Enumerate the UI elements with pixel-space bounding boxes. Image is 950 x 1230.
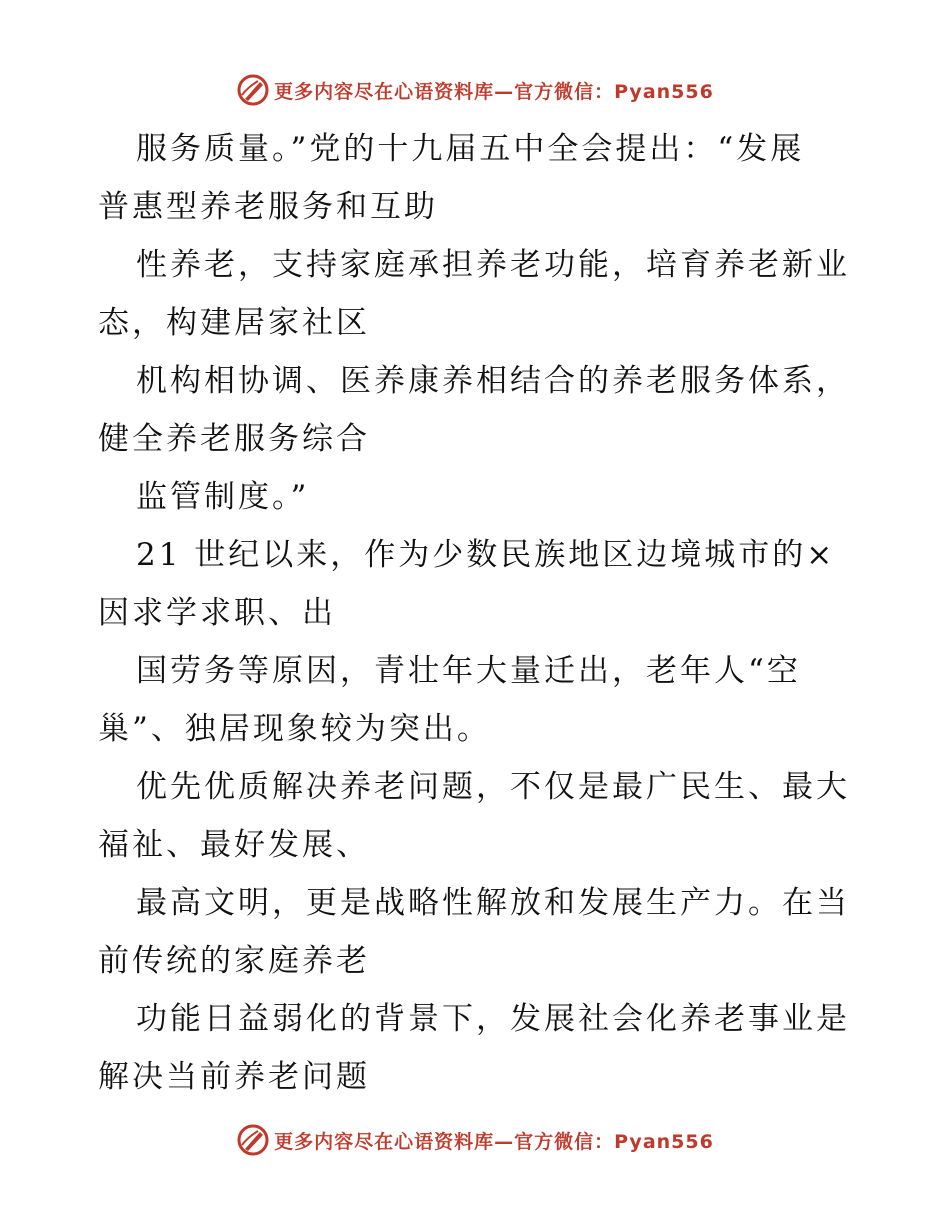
text-line: 普惠型养老服务和互助 [98,189,438,225]
text-line: 巢”、独居现象较为突出。 [98,711,491,747]
text-line: 性养老，支持家庭承担养老功能，培育养老新业 [136,247,850,283]
header-banner [0,70,950,110]
text-line: 国劳务等原因，青壮年大量迁出，老年人“空 [136,653,801,689]
text-line: 福祉、最好发展、 [98,827,370,863]
text-line: 健全养老服务综合 [98,421,370,457]
text-line: 因求学求职、出 [98,595,336,631]
text-line: 最高文明，更是战略性解放和发展生产力。在当 [136,885,850,921]
text-line: 21 世纪以来，作为少数民族地区边境城市的× [136,537,836,573]
text-line: 功能日益弱化的背景下，发展社会化养老事业是 [136,1001,850,1037]
text-line: 机构相协调、医养康养相结合的养老服务体系， [136,363,850,399]
text-line: 前传统的家庭养老 [98,943,370,979]
text-line: 解决当前养老问题 [98,1059,370,1095]
document-body [98,120,858,1106]
quill-logo-icon [236,73,270,107]
text-line: 优先优质解决养老问题，不仅是最广民生、最大 [136,769,850,805]
text-line: 服务质量。”党的十九届五中全会提出：“发展 [136,131,805,167]
footer-banner [0,1120,950,1160]
text-line: 监管制度。” [136,479,310,515]
header-banner-text: 更多内容尽在心语资料库—官方微信：Pyan556 [274,80,714,103]
footer-banner-text: 更多内容尽在心语资料库—官方微信：Pyan556 [274,1130,714,1153]
quill-logo-icon [236,1123,270,1157]
text-line: 态，构建居家社区 [98,305,370,341]
